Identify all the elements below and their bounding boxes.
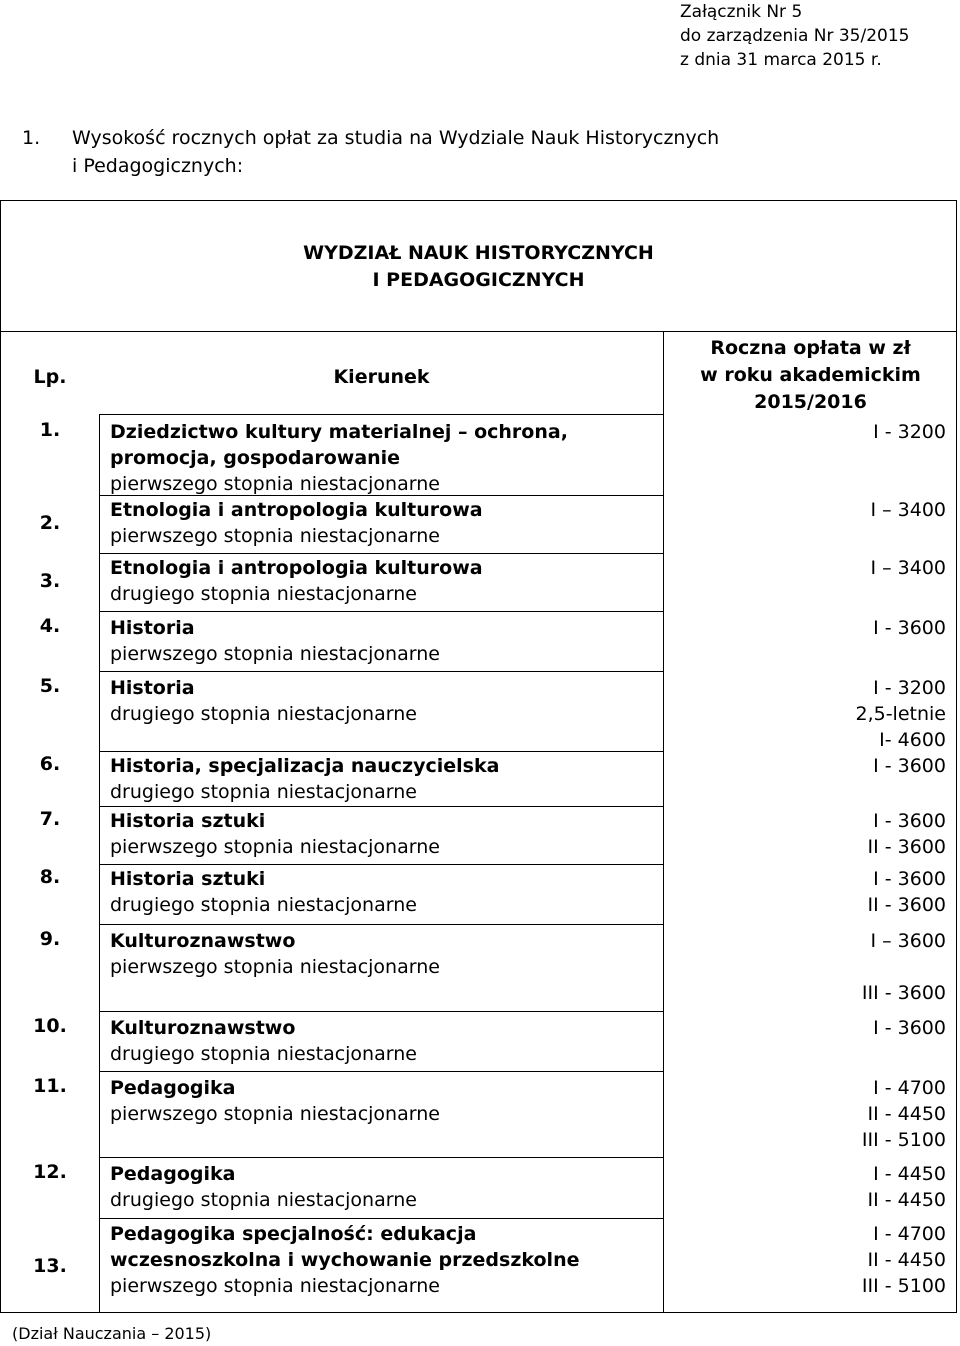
fee-value: II - 4450 bbox=[867, 1103, 946, 1125]
table-row bbox=[110, 808, 670, 860]
program-name: Etnologia i antropologia kulturowa bbox=[110, 499, 483, 521]
fee-value: I – 3400 bbox=[870, 557, 946, 579]
fee-value: I - 4700 bbox=[873, 1077, 946, 1099]
fee-value: III - 3600 bbox=[861, 982, 946, 1004]
program-name: Pedagogika bbox=[110, 1077, 236, 1099]
fee-value: II - 3600 bbox=[867, 836, 946, 858]
program-name: Dziedzictwo kultury materialnej – ochrona, bbox=[110, 421, 568, 443]
row-number: 2. bbox=[39, 512, 61, 534]
study-mode: pierwszego stopnia niestacjonarne bbox=[110, 643, 440, 665]
study-mode: pierwszego stopnia niestacjonarne bbox=[110, 1103, 440, 1125]
program-name: promocja, gospodarowanie bbox=[110, 447, 401, 469]
fee-value: I - 3600 bbox=[873, 868, 946, 890]
study-mode: drugiego stopnia niestacjonarne bbox=[110, 1043, 417, 1065]
table-row bbox=[110, 1075, 670, 1127]
study-mode: pierwszego stopnia niestacjonarne bbox=[110, 836, 440, 858]
study-mode: drugiego stopnia niestacjonarne bbox=[110, 781, 417, 803]
fee-value: III - 5100 bbox=[861, 1129, 946, 1151]
row-number: 3. bbox=[39, 570, 61, 592]
study-mode: drugiego stopnia niestacjonarne bbox=[110, 1189, 417, 1211]
header-lp: Lp. bbox=[33, 366, 67, 388]
program-name: Historia bbox=[110, 617, 195, 639]
row-number: 13. bbox=[33, 1255, 67, 1277]
fee-cell bbox=[676, 615, 946, 641]
fee-cell bbox=[676, 555, 946, 581]
fee-cell bbox=[676, 866, 946, 918]
fee-cell bbox=[676, 1075, 946, 1153]
table-row bbox=[110, 675, 670, 727]
study-mode: pierwszego stopnia niestacjonarne bbox=[110, 1275, 440, 1297]
row-divider bbox=[99, 553, 663, 554]
fee-cell bbox=[676, 1015, 946, 1041]
row-number: 1. bbox=[39, 419, 61, 441]
header-fee-line: w roku akademickim bbox=[700, 364, 921, 386]
row-divider bbox=[99, 1157, 663, 1158]
fee-cell bbox=[676, 808, 946, 860]
study-mode: pierwszego stopnia niestacjonarne bbox=[110, 525, 440, 547]
study-mode: drugiego stopnia niestacjonarne bbox=[110, 583, 417, 605]
row-number: 5. bbox=[39, 675, 61, 697]
table-row bbox=[110, 753, 670, 805]
fee-value: I – 3400 bbox=[870, 499, 946, 521]
row-divider bbox=[99, 671, 663, 672]
table-row bbox=[110, 928, 670, 980]
annex-line: z dnia 31 marca 2015 r. bbox=[680, 50, 882, 70]
row-number: 4. bbox=[39, 615, 61, 637]
fee-value: I - 3600 bbox=[873, 1017, 946, 1039]
row-divider bbox=[99, 1218, 663, 1219]
row-divider bbox=[99, 924, 663, 925]
fee-value: I - 3600 bbox=[873, 755, 946, 777]
study-mode: pierwszego stopnia niestacjonarne bbox=[110, 956, 440, 978]
table-row bbox=[110, 866, 670, 918]
table-row bbox=[110, 1161, 670, 1213]
fee-value: I- 4600 bbox=[879, 729, 946, 751]
fee-value: II - 4450 bbox=[867, 1189, 946, 1211]
row-number: 12. bbox=[33, 1161, 67, 1183]
intro-line: i Pedagogicznych: bbox=[72, 155, 244, 177]
fee-spacer bbox=[676, 954, 946, 980]
row-number: 7. bbox=[39, 808, 61, 830]
program-name: Etnologia i antropologia kulturowa bbox=[110, 557, 483, 579]
faculty-title-line: WYDZIAŁ NAUK HISTORYCZNYCH bbox=[303, 242, 654, 264]
fee-cell bbox=[676, 928, 946, 1006]
program-name: wczesnoszkolna i wychowanie przedszkolne bbox=[110, 1249, 580, 1271]
row-number: 6. bbox=[39, 753, 61, 775]
fee-value: I - 4450 bbox=[873, 1163, 946, 1185]
row-number: 11. bbox=[33, 1075, 67, 1097]
row-number: 8. bbox=[39, 866, 61, 888]
intro-paragraph bbox=[22, 124, 852, 180]
faculty-title bbox=[0, 240, 957, 294]
table-row bbox=[110, 497, 670, 549]
annex-line: Załącznik Nr 5 bbox=[680, 2, 803, 22]
study-mode: drugiego stopnia niestacjonarne bbox=[110, 894, 417, 916]
fee-cell bbox=[676, 419, 946, 445]
fee-value: 2,5-letnie bbox=[855, 703, 946, 725]
row-divider bbox=[99, 864, 663, 865]
annex-line: do zarządzenia Nr 35/2015 bbox=[680, 26, 910, 46]
fee-value: II - 3600 bbox=[867, 894, 946, 916]
row-number: 10. bbox=[33, 1015, 67, 1037]
row-divider bbox=[99, 751, 663, 752]
fee-cell bbox=[676, 1221, 946, 1299]
header-fee-line: 2015/2016 bbox=[754, 391, 867, 413]
table-row bbox=[110, 615, 670, 667]
table-row bbox=[110, 1221, 670, 1299]
table-row bbox=[110, 419, 670, 497]
fee-value: I – 3600 bbox=[870, 930, 946, 952]
program-name: Historia, specjalizacja nauczycielska bbox=[110, 755, 500, 777]
fee-value: I - 3200 bbox=[873, 421, 946, 443]
fee-cell bbox=[676, 497, 946, 523]
program-name: Kulturoznawstwo bbox=[110, 930, 296, 952]
faculty-title-line: I PEDAGOGICZNYCH bbox=[372, 269, 585, 291]
intro-number: 1. bbox=[22, 127, 41, 149]
row-divider bbox=[99, 806, 663, 807]
row-number: 9. bbox=[39, 928, 61, 950]
program-name: Historia sztuki bbox=[110, 868, 266, 890]
row-divider bbox=[99, 1011, 663, 1012]
intro-line: Wysokość rocznych opłat za studia na Wydziale Nauk Historycznych bbox=[72, 127, 720, 149]
program-name: Historia sztuki bbox=[110, 810, 266, 832]
header-fee-line: Roczna opłata w zł bbox=[710, 337, 911, 359]
study-mode: drugiego stopnia niestacjonarne bbox=[110, 703, 417, 725]
header-fee bbox=[664, 335, 957, 416]
study-mode: pierwszego stopnia niestacjonarne bbox=[110, 473, 440, 495]
program-name: Historia bbox=[110, 677, 195, 699]
annex-header bbox=[680, 0, 910, 72]
fee-value: III - 5100 bbox=[861, 1275, 946, 1297]
program-name: Kulturoznawstwo bbox=[110, 1017, 296, 1039]
program-name: Pedagogika specjalność: edukacja bbox=[110, 1223, 477, 1245]
fee-cell bbox=[676, 1161, 946, 1213]
table-divider bbox=[0, 331, 957, 332]
footer-note: (Dział Nauczania – 2015) bbox=[12, 1324, 212, 1343]
fee-value: I - 3600 bbox=[873, 617, 946, 639]
row-divider bbox=[99, 611, 663, 612]
fee-value: II - 4450 bbox=[867, 1249, 946, 1271]
row-divider bbox=[99, 414, 663, 415]
fee-value: I - 3200 bbox=[873, 677, 946, 699]
table-row bbox=[110, 1015, 670, 1067]
fee-cell bbox=[676, 675, 946, 753]
row-divider bbox=[99, 1071, 663, 1072]
header-kierunek: Kierunek bbox=[333, 366, 430, 388]
program-name: Pedagogika bbox=[110, 1163, 236, 1185]
fee-value: I - 3600 bbox=[873, 810, 946, 832]
fee-cell bbox=[676, 753, 946, 779]
table-row bbox=[110, 555, 670, 607]
fee-value: I - 4700 bbox=[873, 1223, 946, 1245]
